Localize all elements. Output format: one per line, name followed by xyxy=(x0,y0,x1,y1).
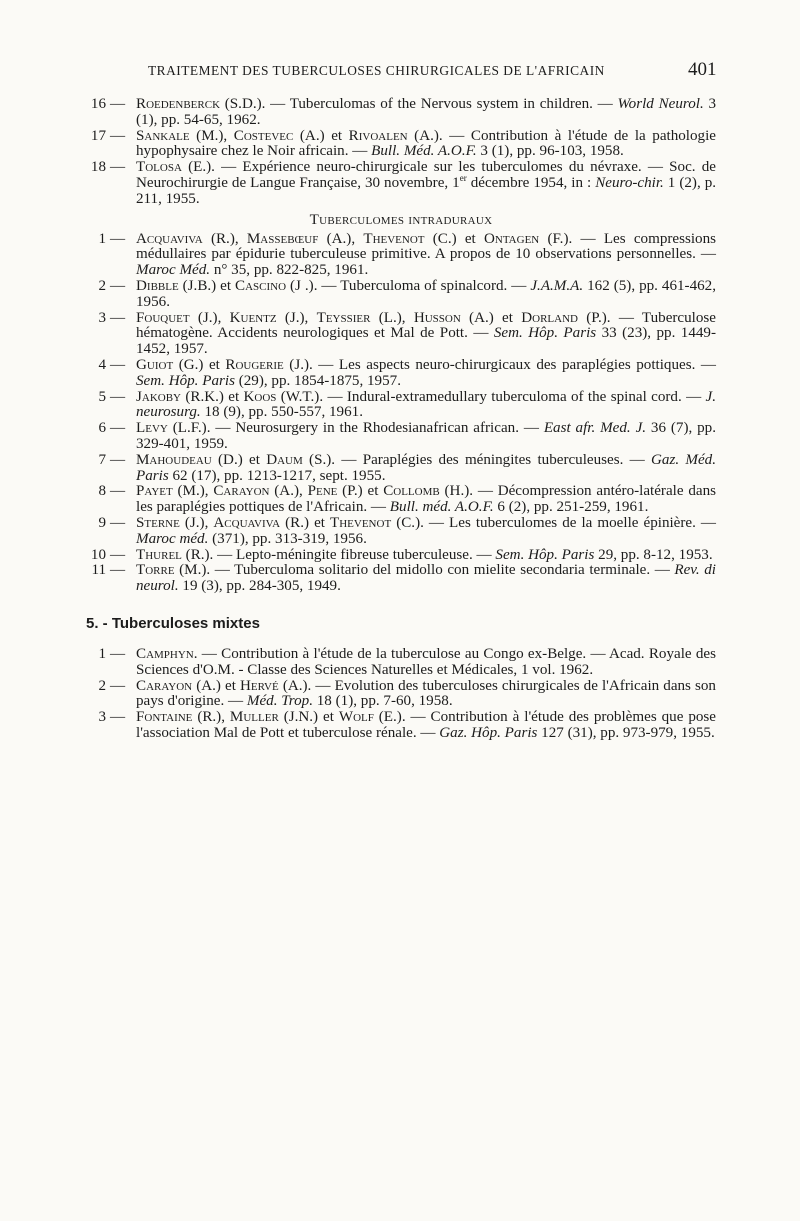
reference-group-mixed xyxy=(86,647,716,742)
reference-number: 5 xyxy=(98,388,106,405)
reference-text: Tolosa (E.). — Expérience neuro-chirurgicale sur les tuberculomes du névraxe. — Soc. de Neurochirurgie de Langue Française, 30 novembre, 1er décembre 1954, in : Neuro-chir. 1 (2), p. 211, 1955. xyxy=(136,159,717,207)
reference-entry xyxy=(86,311,716,358)
reference-text: Guiot (G.) et Rougerie (J.). — Les aspects neuro-chirurgicaux des paraplégies pottiques. — Sem. Hôp. Paris (29), pp. 1854-1875, 1957. xyxy=(136,356,716,389)
reference-entry xyxy=(86,563,716,595)
reference-entry xyxy=(86,548,716,564)
reference-dash: — xyxy=(110,420,126,437)
reference-entry xyxy=(86,647,716,679)
reference-entry xyxy=(86,160,716,207)
reference-text: Payet (M.), Carayon (A.), Pene (P.) et Collomb (H.). — Décompression antéro-latérale dans les paraplégies pottiques de l'Africain. — Bull. méd. A.O.F. 6 (2), pp. 251-259, 1961. xyxy=(136,483,717,516)
reference-number: 16 xyxy=(90,96,106,112)
running-header xyxy=(148,59,728,80)
reference-entry xyxy=(86,129,716,161)
reference-number: 4 xyxy=(98,356,106,373)
reference-entry xyxy=(86,232,716,279)
reference-entry xyxy=(86,97,716,129)
reference-dash: — xyxy=(110,309,126,326)
reference-text: Camphyn. — Contribution à l'étude de la tuberculose au Congo ex-Belge. — Acad. Royale des Sciences d'O.M. - Classe des Sciences Naturelles et Médicales, 1 vol. 1962. xyxy=(136,645,716,678)
reference-entry xyxy=(86,390,716,422)
reference-number: 6 xyxy=(98,420,106,437)
reference-number: 18 xyxy=(90,159,106,176)
reference-text: Torre (M.). — Tuberculoma solitario del midollo con mielite secondaria terminale. — Rev. di neurol. 19 (3), pp. 284-305, 1949. xyxy=(136,562,716,595)
reference-dash: — xyxy=(110,96,126,112)
reference-number: 8 xyxy=(98,483,106,500)
reference-text: Jakoby (R.K.) et Koos (W.T.). — Indural-extramedullary tuberculoma of the spinal cord. — J. neurosurg. 18 (9), pp. 550-557, 1961. xyxy=(136,388,716,421)
reference-number: 2 xyxy=(98,677,106,694)
reference-text: Dibble (J.B.) et Cascino (J .). — Tuberculoma of spinalcord. — J.A.M.A. 162 (5), pp. 461-462, 1956. xyxy=(136,277,716,310)
reference-entry xyxy=(86,358,716,390)
reference-number: 7 xyxy=(98,451,106,468)
reference-dash: — xyxy=(110,645,126,662)
reference-dash: — xyxy=(110,677,126,694)
reference-text: Acquaviva (R.), Massebœuf (A.), Thevenot (C.) et Ontagen (F.). — Les compressions médullaires par épidurie tuberculeuse primitive. A propos de 10 observations personnelles. — Maroc Méd. n° 35, pp. 822-825, 1961. xyxy=(136,230,717,279)
reference-dash: — xyxy=(110,483,126,500)
reference-dash: — xyxy=(110,127,126,144)
reference-group-intradural xyxy=(86,232,716,595)
reference-number: 1 xyxy=(98,645,106,662)
reference-number: 17 xyxy=(90,127,106,144)
reference-group-tuberculomas xyxy=(86,97,716,208)
reference-text: Carayon (A.) et Hervé (A.). — Evolution des tuberculoses chirurgicales de l'Africain dans son pays d'origine. — Méd. Trop. 18 (1), pp. 7-60, 1958. xyxy=(136,677,716,710)
reference-entry xyxy=(86,710,716,742)
subheading-intradural: Tuberculomes intraduraux xyxy=(309,211,493,228)
reference-dash: — xyxy=(110,388,126,405)
reference-dash: — xyxy=(110,514,126,531)
reference-entry xyxy=(86,516,716,548)
reference-dash: — xyxy=(110,451,126,468)
reference-text: Fontaine (R.), Muller (J.N.) et Wolf (E.). — Contribution à l'étude des problèmes que pose l'association Mal de Pott et tuberculose rénale. — Gaz. Hôp. Paris 127 (31), pp. 973-979, 1955. xyxy=(136,709,717,741)
reference-dash: — xyxy=(110,277,126,294)
section-title-mixed: 5. - Tuberculoses mixtes xyxy=(86,614,260,632)
running-title: TRAITEMENT DES TUBERCULOSES CHIRURGICALES DE L'AFRICAIN xyxy=(148,63,605,78)
reference-text: Roedenberck (S.D.). — Tuberculomas of the Nervous system in children. — World Neurol. 3 (1), pp. 54-65, 1962. xyxy=(136,96,717,128)
reference-text: Levy (L.F.). — Neurosurgery in the Rhodesianafrican african. — East afr. Med. J. 36 (7), pp. 329-401, 1959. xyxy=(136,420,716,452)
reference-number: 11 xyxy=(91,562,106,579)
reference-text: Fouquet (J.), Kuentz (J.), Teyssier (L.), Husson (A.) et Dorland (P.). — Tuberculose hématogène. Accidents neurologiques et Mal de Pott. — Sem. Hôp. Paris 33 (23), pp. 1449-1452, 1957. xyxy=(136,309,716,358)
bibliography-body xyxy=(86,97,716,742)
page-number: 401 xyxy=(688,59,717,80)
reference-dash: — xyxy=(110,159,126,176)
reference-entry xyxy=(86,421,716,453)
reference-dash: — xyxy=(110,356,126,373)
reference-dash: — xyxy=(110,230,126,247)
reference-number: 1 xyxy=(98,230,106,247)
reference-entry xyxy=(86,679,716,711)
reference-number: 3 xyxy=(98,709,106,726)
reference-text: Thurel (R.). — Lepto-méningite fibreuse tuberculeuse. — Sem. Hôp. Paris 29, pp. 8-12, 1953. xyxy=(136,546,713,563)
reference-number: 3 xyxy=(98,309,106,326)
reference-dash: — xyxy=(110,546,126,563)
reference-dash: — xyxy=(110,562,126,579)
reference-text: Mahoudeau (D.) et Daum (S.). — Paraplégies des méningites tuberculeuses. — Gaz. Méd. Paris 62 (17), pp. 1213-1217, sept. 1955. xyxy=(136,451,716,484)
reference-text: Sterne (J.), Acquaviva (R.) et Thevenot (C.). — Les tuberculomes de la moelle épinière. — Maroc méd. (371), pp. 313-319, 1956. xyxy=(136,514,717,547)
reference-text: Sankale (M.), Costevec (A.) et Rivoalen (A.). — Contribution à l'étude de la pathologie hypophysaire chez le Noir africain. — Bull. Méd. A.O.F. 3 (1), pp. 96-103, 1958. xyxy=(136,127,716,160)
reference-number: 2 xyxy=(98,277,106,294)
reference-number: 9 xyxy=(98,514,106,531)
reference-dash: — xyxy=(110,709,126,726)
reference-number: 10 xyxy=(90,546,106,563)
reference-entry xyxy=(86,453,716,485)
reference-entry xyxy=(86,279,716,311)
reference-entry xyxy=(86,484,716,516)
